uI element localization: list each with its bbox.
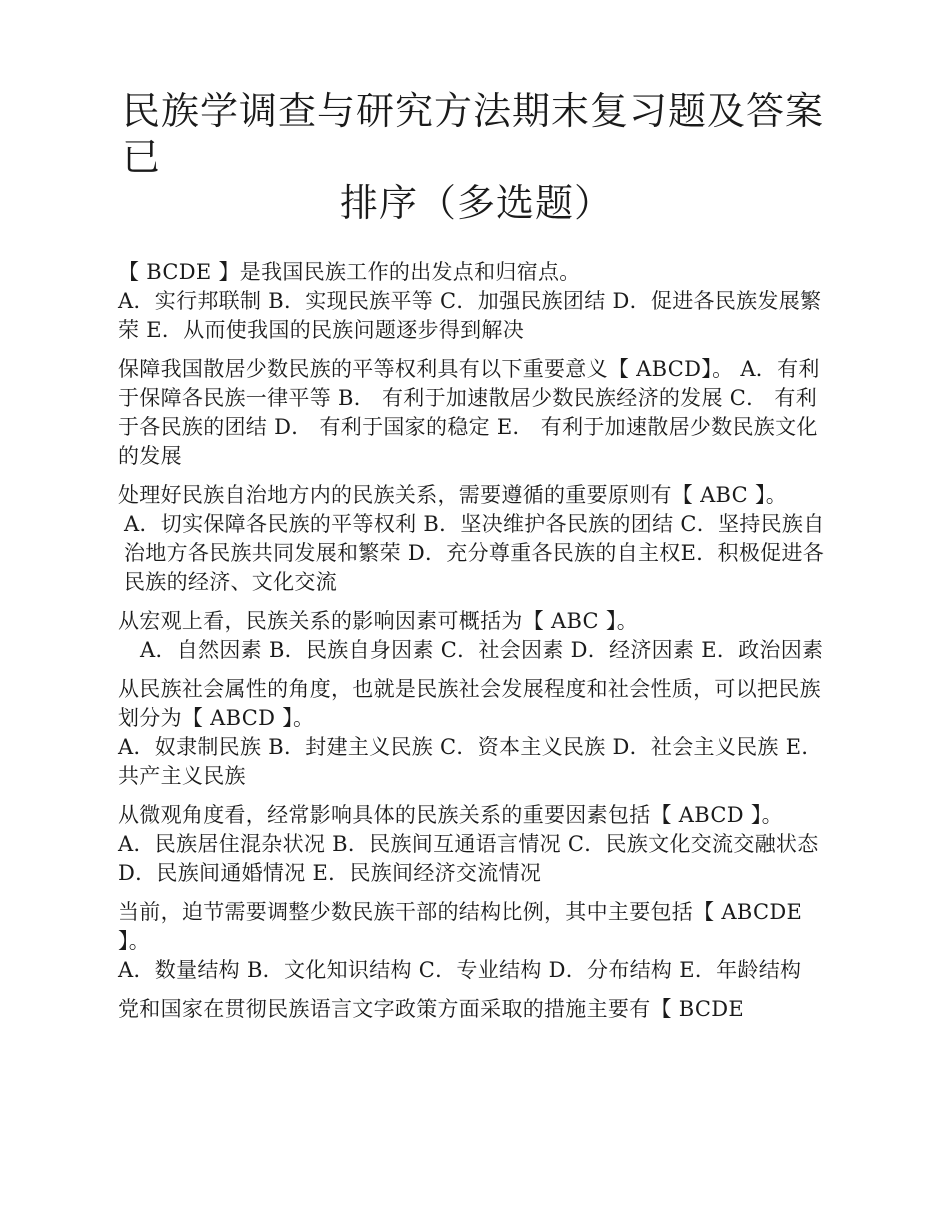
question-options: A．民族居住混杂状况 B．民族间互通语言情况 C．民族文化交流交融状态 D．民族间通婚情况 E．民族间经济交流情况 — [118, 832, 819, 885]
question-item — [118, 898, 838, 985]
question-item — [118, 995, 838, 1024]
question-item — [118, 607, 838, 665]
question-stem: 保障我国散居少数民族的平等权利具有以下重要意义【 ABCD】。 A．有利于保障各民族一律平等 B． 有利于加速散居少数民族经济的发展 C． 有利于各民族的团结 D． 有利于国家的稳定 E． 有利于加速散居少数民族文化的发展 — [118, 357, 820, 468]
question-options: A．数量结构 B．文化知识结构 C．专业结构 D．分布结构 E．年龄结构 — [118, 958, 802, 982]
question-item — [118, 258, 838, 345]
document-subtitle: 排序（多选题） — [340, 181, 614, 225]
question-item — [118, 675, 838, 791]
question-stem: 处理好民族自治地方内的民族关系，需要遵循的重要原则有【 ABC 】。 — [118, 483, 788, 507]
question-stem: 党和国家在贯彻民族语言文字政策方面采取的措施主要有【 BCDE — [118, 997, 745, 1021]
question-stem: 从宏观上看，民族关系的影响因素可概括为【 ABC 】。 — [118, 609, 639, 633]
question-stem: 当前，迫节需要调整少数民族干部的结构比例，其中主要包括【 ABCDE 】。 — [118, 900, 803, 953]
question-stem: 【 BCDE 】是我国民族工作的出发点和归宿点。 — [118, 260, 581, 284]
question-options: A．实行邦联制 B．实现民族平等 C．加强民族团结 D．促进各民族发展繁荣 E．从而使我国的民族问题逐步得到解决 — [118, 289, 822, 342]
question-options: A．自然因素 B．民族自身因素 C．社会因素 D．经济因素 E．政治因素 — [140, 638, 824, 662]
document-title: 民族学调查与研究方法期末复习题及答案已 — [122, 89, 825, 179]
question-list — [118, 258, 838, 1034]
question-item — [118, 355, 838, 471]
question-options: A．切实保障各民族的平等权利 B．坚决维护各民族的团结 C．坚持民族自治地方各民族共同发展和繁荣 D．充分尊重各民族的自主权E．积极促进各民族的经济、文化交流 — [124, 512, 825, 594]
question-options: A．奴隶制民族 B．封建主义民族 C．资本主义民族 D．社会主义民族 E．共产主义民族 — [118, 735, 823, 788]
question-item — [118, 481, 838, 597]
question-stem: 从微观角度看，经常影响具体的民族关系的重要因素包括【 ABCD 】。 — [118, 803, 783, 827]
question-item — [118, 801, 838, 888]
question-stem: 从民族社会属性的角度，也就是民族社会发展程度和社会性质，可以把民族划分为【 ABCD 】。 — [118, 677, 821, 730]
